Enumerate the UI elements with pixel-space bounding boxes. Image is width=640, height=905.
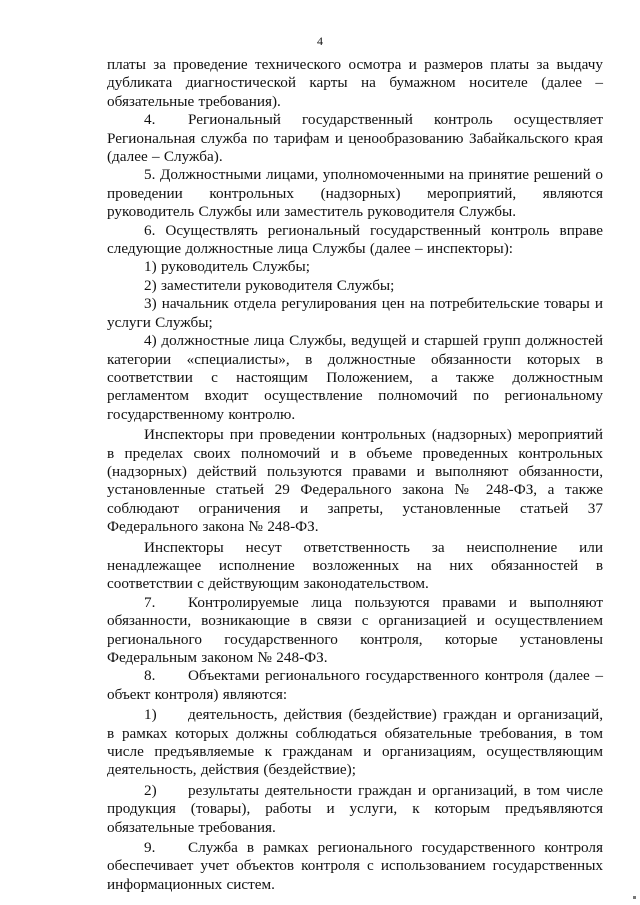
paragraph-9-number: 9. <box>144 839 156 857</box>
paragraph-9-text: Служба в рамках регионального государственного контроля обеспечивает учет объектов контроля с использованием государственных информационных систем. <box>107 839 603 893</box>
paragraph-6: 6. Осуществлять региональный государственный контроль вправе следующие должностные лица Службы (далее – инспекторы): <box>107 221 603 258</box>
paragraph-4 <box>107 111 603 166</box>
scan-speck <box>633 896 636 899</box>
paragraph-6-item-4: 4) должностные лица Службы, ведущей и старшей групп должностей категории «специалисты», в должностные обязанности которых в соответствии с настоящим Положением, а также должностным регламентом входит осуществление полномочий по региональному государственному контролю. <box>107 332 603 423</box>
paragraph-8-item-1-text: деятельность, действия (бездействие) граждан и организаций, в рамках которых должны соблюдаться обязательные требования, в том числе предъявляемые к гражданам и организациям, осуществляющим деятельность, действия (бездействие); <box>107 706 603 779</box>
paragraph-7-number: 7. <box>144 593 156 611</box>
paragraph-6-item-1: 1) руководитель Службы; <box>144 258 310 276</box>
paragraph-8-item-2-number: 2) <box>144 781 157 799</box>
paragraph-inspectors-responsibility: Инспекторы несут ответственность за неисполнение или ненадлежащее исполнение возложенных на них обязанностей в соответствии с действующим законодательством. <box>107 538 603 593</box>
paragraph-8-number: 8. <box>144 667 156 685</box>
paragraph-8-item-2 <box>107 782 603 837</box>
paragraph-8 <box>107 667 603 704</box>
paragraph-7-text: Контролируемые лица пользуются правами и выполняют обязанности, возникающие в связи с организацией и осуществлением регионального государственного контроля, которые установлены Федеральным законом № 248-ФЗ. <box>107 593 603 666</box>
paragraph-8-item-1-number: 1) <box>144 706 157 724</box>
paragraph-5: 5. Должностными лицами, уполномоченными на принятие решений о проведении контрольных (надзорных) мероприятий, являются руководитель Службы или заместитель руководителя Службы. <box>107 166 603 221</box>
paragraph-4-text: Региональный государственный контроль осуществляет Региональная служба по тарифам и ценообразованию Забайкальского края (далее – Служба). <box>107 111 603 166</box>
paragraph-inspectors-rights: Инспекторы при проведении контрольных (надзорных) мероприятий в пределах своих полномочий и в объеме проведенных контрольных (надзорных) действий пользуются правами и выполняют обязанности, установленные статьей 29 Федерального закона № 248-ФЗ, а также соблюдают ограничения и запреты, установленные статьей 37 Федерального закона № 248-ФЗ. <box>107 426 603 536</box>
document-body <box>107 56 603 894</box>
paragraph-8-item-1 <box>107 706 603 780</box>
paragraph-6-item-3: 3) начальник отдела регулирования цен на потребительские товары и услуги Службы; <box>107 295 603 331</box>
paragraph-9 <box>107 839 603 894</box>
paragraph-8-item-2-text: результаты деятельности граждан и организаций, в том числе продукция (товары), работы и услуги, к которым предъявляются обязательные требования. <box>107 781 603 836</box>
paragraph-4-number: 4. <box>144 111 156 129</box>
paragraph-continuation: платы за проведение технического осмотра и размеров платы за выдачу дубликата диагностической карты на бумажном носителе (далее – обязательные требования). <box>107 56 603 110</box>
paragraph-8-text: Объектами регионального государственного контроля (далее – объект контроля) являются: <box>107 667 603 703</box>
paragraph-7 <box>107 594 603 668</box>
page-number: 4 <box>317 34 323 48</box>
paragraph-6-item-2: 2) заместители руководителя Службы; <box>144 276 395 294</box>
